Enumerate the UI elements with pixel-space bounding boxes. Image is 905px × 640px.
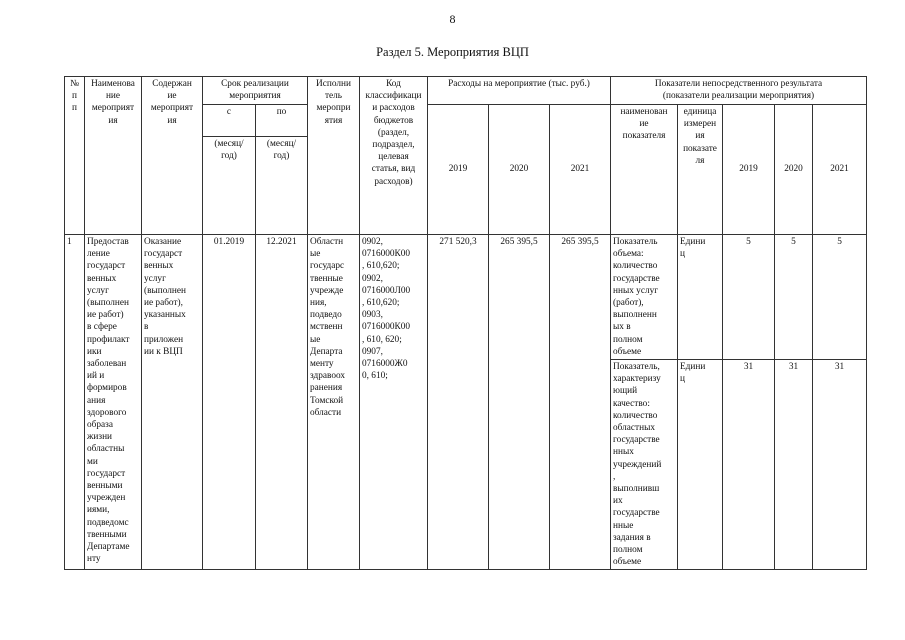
header-period-to: по <box>256 105 308 137</box>
header-period: Срок реализации мероприятия <box>203 77 308 105</box>
header-results: Показатели непосредственного результата (показатели реализации мероприятия) <box>611 77 867 105</box>
header-res-y3: 2021 <box>813 105 867 235</box>
header-exp-y2: 2020 <box>489 105 550 235</box>
header-exp-y1: 2019 <box>428 105 489 235</box>
indicator-y2: 31 <box>775 360 813 570</box>
header-row-1 <box>65 77 867 105</box>
row-exp-y3: 265 395,5 <box>550 235 611 570</box>
row-period-to: 12.2021 <box>256 235 308 570</box>
indicator-name: Показатель, характеризу ющий качество: количество областных государстве нных учреждений , выполнивш их государстве нные задания в полном объеме <box>611 360 678 570</box>
header-expenses: Расходы на мероприятие (тыс. руб.) <box>428 77 611 105</box>
header-name: Наименова ние мероприят ия <box>85 77 142 235</box>
indicator-unit: Едини ц <box>678 235 723 360</box>
header-num: № п п <box>65 77 85 235</box>
header-period-to-unit: (месяц/ год) <box>256 137 308 235</box>
measures-table <box>64 76 867 570</box>
header-period-from: с <box>203 105 256 137</box>
page-number: 8 <box>449 12 456 26</box>
header-exp-y3: 2021 <box>550 105 611 235</box>
row-exp-y2: 265 395,5 <box>489 235 550 570</box>
header-content: Содержан ие мероприят ия <box>142 77 203 235</box>
header-indicator-name: наименован ие показателя <box>611 105 678 235</box>
table-row <box>65 235 867 360</box>
indicator-unit: Едини ц <box>678 360 723 570</box>
header-indicator-unit: единица измерен ия показате ля <box>678 105 723 235</box>
row-period-from: 01.2019 <box>203 235 256 570</box>
row-content: Оказание государст венных услуг (выполнен ие работ), указанных в приложен ии к ВЦП <box>142 235 203 570</box>
indicator-y2: 5 <box>775 235 813 360</box>
indicator-y3: 31 <box>813 360 867 570</box>
indicator-y1: 5 <box>723 235 775 360</box>
row-name: Предостав ление государст венных услуг (выполнен ие работ) в сфере профилакт ики заболеван ий и формиров ания здорового образа жизни областны ми государст венными учрежден иями, подведомс твенными Департаме нту <box>85 235 142 570</box>
indicator-y1: 31 <box>723 360 775 570</box>
section-title: Раздел 5. Мероприятия ВЦП <box>376 45 529 59</box>
header-code: Код классификаци и расходов бюджетов (раздел, подраздел, целевая статья, вид расходов) <box>360 77 428 235</box>
header-res-y2: 2020 <box>775 105 813 235</box>
row-exp-y1: 271 520,3 <box>428 235 489 570</box>
row-code: 0902, 0716000К00 , 610,620; 0902, 0716000Л00 , 610,620; 0903, 0716000К00 , 610, 620; 0907, 0716000Ж0 0, 610; <box>360 235 428 570</box>
row-executor: Областн ые государс твенные учрежде ния, подведо мственн ые Департа менту здравоох ранения Томской области <box>308 235 360 570</box>
row-num: 1 <box>65 235 85 570</box>
indicator-name: Показатель объема: количество государстве нных услуг (работ), выполненн ых в полном объеме <box>611 235 678 360</box>
header-period-from-unit: (месяц/ год) <box>203 137 256 235</box>
header-res-y1: 2019 <box>723 105 775 235</box>
indicator-y3: 5 <box>813 235 867 360</box>
header-executor: Исполни тель меропри ятия <box>308 77 360 235</box>
